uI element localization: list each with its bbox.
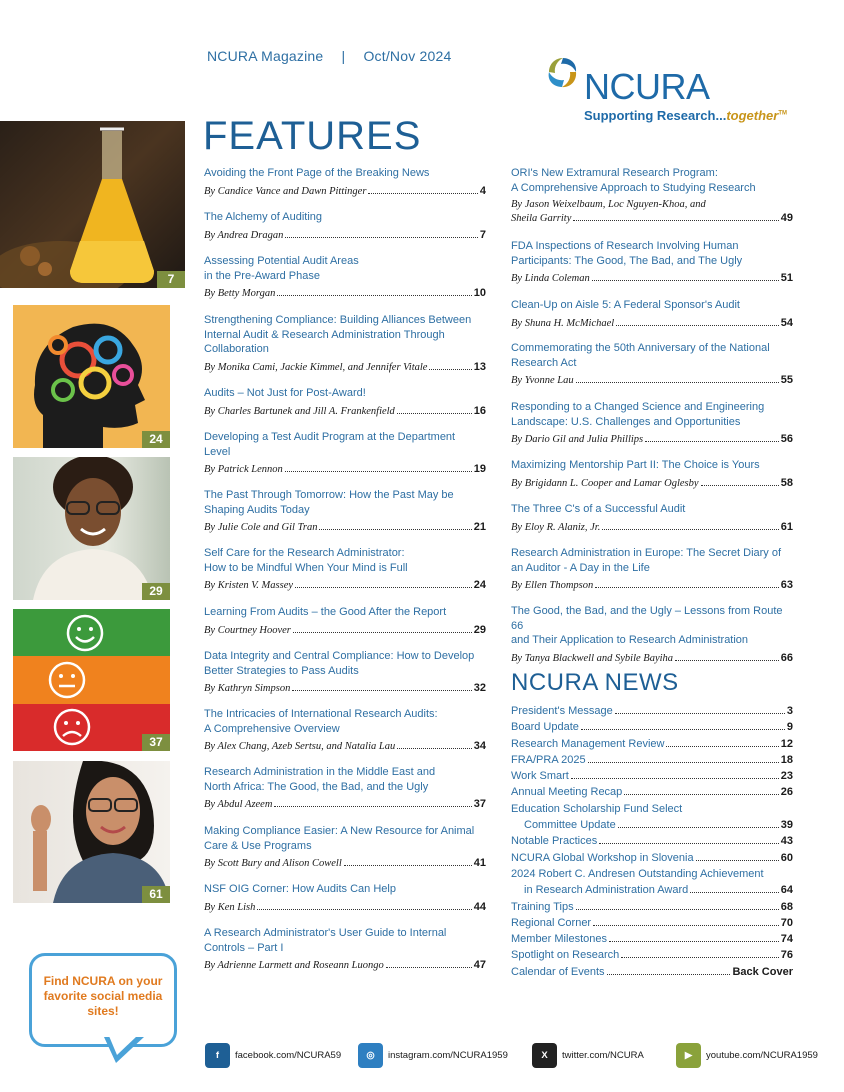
features-heading: FEATURES (203, 114, 422, 158)
page-number: 63 (780, 579, 793, 591)
logo-wordmark: NCURA (584, 66, 710, 107)
news-item[interactable]: Research Management Review 12 (511, 736, 793, 752)
magazine-header (207, 48, 451, 64)
page-number: 19 (473, 463, 486, 475)
youtube-icon: ▶ (676, 1043, 701, 1068)
woman-gesture-photo (13, 761, 170, 903)
page-number: 70 (780, 916, 793, 929)
article-byline: By Kathryn Simpson 32 (204, 682, 486, 694)
news-item[interactable]: Calendar of Events Back Cover (511, 964, 793, 980)
toc-entry[interactable] (204, 254, 486, 299)
toc-entry[interactable] (204, 386, 486, 417)
page-number: 68 (780, 900, 793, 913)
news-item[interactable]: 2024 Robert C. Andresen Outstanding Achievement in Research Administration Award 64 (511, 866, 793, 899)
toc-entry[interactable] (511, 546, 793, 591)
news-item[interactable]: FRA/PRA 2025 18 (511, 752, 793, 768)
article-byline: By Charles Bartunek and Jill A. Frankenfield 16 (204, 404, 486, 417)
page-number: 76 (780, 949, 793, 962)
article-title: Learning From Audits – the Good After the Report (204, 606, 447, 618)
page-number: 18 (780, 753, 793, 766)
toc-entry[interactable] (204, 546, 486, 591)
article-title: Audits – Not Just for Post-Award! (204, 387, 366, 399)
article-byline: By Shuna H. McMichael 54 (511, 316, 793, 329)
social-promo-text: Find NCURA on your favorite social media sites! (43, 974, 163, 1018)
article-byline: By Betty Morgan 10 (204, 287, 486, 299)
news-item[interactable]: Notable Practices 43 (511, 833, 793, 849)
news-item[interactable]: Board Update 9 (511, 719, 793, 735)
page-number: 41 (473, 857, 486, 869)
page-number: 66 (780, 651, 793, 664)
issue-date: Oct/Nov 2024 (363, 48, 452, 64)
page-number: 23 (780, 770, 793, 783)
magazine-name: NCURA Magazine (207, 48, 324, 64)
article-byline: By Abdul Azeem 37 (204, 798, 486, 810)
article-title: The Three C's of a Successful Audit (511, 503, 686, 515)
toc-entry[interactable] (204, 166, 486, 197)
page-number: 9 (786, 721, 793, 734)
toc-entry[interactable] (511, 458, 793, 489)
article-title: The Good, the Bad, and the Ugly – Lessons from Route 66 and Their Application to Research Administration (511, 605, 783, 646)
article-byline: By Linda Coleman 51 (511, 272, 793, 284)
news-item[interactable]: Training Tips 68 (511, 899, 793, 915)
smiling-woman-photo (13, 457, 170, 600)
toc-entry[interactable] (204, 649, 486, 694)
page-number: 37 (473, 798, 486, 810)
toc-entry[interactable] (204, 605, 486, 636)
logo-tagline: Supporting Research...together™ (584, 108, 787, 123)
toc-entry[interactable] (511, 166, 793, 224)
article-title: Strengthening Compliance: Building Alliances Between Internal Audit & Research Administration Through Collaboration (204, 314, 472, 355)
mood-faces-graphic (13, 609, 170, 751)
instagram-icon: ◎ (358, 1043, 383, 1068)
article-byline: By Brigidann L. Cooper and Lamar Oglesby 58 (511, 476, 793, 489)
toc-entry[interactable] (204, 707, 486, 752)
toc-entry[interactable] (204, 824, 486, 869)
page-badge: 37 (142, 734, 170, 751)
toc-entry[interactable] (511, 341, 793, 386)
instagram-url: instagram.com/NCURA1959 (388, 1050, 508, 1061)
page-number: 13 (473, 360, 486, 373)
article-title: Clean-Up on Aisle 5: A Federal Sponsor's Audit (511, 299, 740, 311)
article-title: ORI's New Extramural Research Program: A Comprehensive Approach to Studying Research (511, 167, 756, 194)
page-number: 54 (780, 316, 793, 329)
page-number: 56 (780, 433, 793, 445)
gears-head-illustration (13, 305, 170, 448)
article-byline: By Dario Gil and Julia Phillips 56 (511, 433, 793, 445)
page-number: 16 (473, 404, 486, 417)
toc-entry[interactable] (204, 313, 486, 373)
article-title: The Past Through Tomorrow: How the Past May be Shaping Audits Today (204, 489, 454, 516)
page-number: 34 (473, 740, 486, 752)
article-byline: By Yvonne Lau 55 (511, 374, 793, 386)
toc-entry[interactable] (511, 400, 793, 445)
page-number: 3 (786, 705, 793, 717)
article-title: The Intricacies of International Research Audits: A Comprehensive Overview (204, 708, 438, 735)
facebook-url: facebook.com/NCURA59 (235, 1050, 342, 1061)
news-item[interactable]: President's Message 3 (511, 703, 793, 719)
news-item[interactable]: NCURA Global Workshop in Slovenia 60 (511, 850, 793, 866)
page-number: 58 (780, 476, 793, 489)
article-title: Self Care for the Research Administrator: How to be Mindful When Your Mind is Full (204, 547, 408, 574)
youtube-url: youtube.com/NCURA1959 (706, 1050, 818, 1061)
article-title: A Research Administrator's User Guide to Internal Controls – Part I (204, 927, 447, 954)
article-byline: By Ellen Thompson 63 (511, 579, 793, 591)
ncura-news-list (511, 703, 793, 980)
article-byline: By Kristen V. Massey 24 (204, 579, 486, 591)
flask-photo (0, 121, 185, 288)
toc-entry[interactable] (204, 210, 486, 241)
page-badge: 7 (157, 271, 185, 288)
page-number: 44 (473, 900, 486, 913)
page-number: 64 (780, 884, 793, 897)
page-number: Back Cover (732, 965, 793, 978)
article-byline: By Patrick Lennon 19 (204, 463, 486, 475)
page-number: 21 (473, 521, 486, 533)
header-separator: | (341, 48, 346, 64)
facebook-link[interactable] (205, 1043, 341, 1068)
page-number: 49 (780, 212, 793, 224)
page-number: 51 (780, 272, 793, 284)
page-number: 29 (473, 623, 486, 636)
article-title: Assessing Potential Audit Areas in the Pre-Award Phase (204, 255, 359, 282)
toc-entry[interactable] (204, 488, 486, 533)
page-number: 4 (479, 184, 486, 197)
article-title: Making Compliance Easier: A New Resource for Animal Care & Use Programs (204, 825, 475, 852)
youtube-link[interactable] (676, 1043, 818, 1068)
page-number: 10 (473, 287, 486, 299)
twitter-link[interactable] (532, 1043, 644, 1068)
toc-entry[interactable] (511, 298, 793, 329)
article-byline: By Adrienne Larmett and Roseann Luongo 47 (204, 959, 486, 971)
toc-entry[interactable] (204, 926, 486, 971)
news-item[interactable]: Member Milestones 74 (511, 931, 793, 947)
article-title: Commemorating the 50th Anniversary of the National Research Act (511, 342, 770, 369)
news-item[interactable]: Annual Meeting Recap 26 (511, 784, 793, 800)
page-number: 61 (780, 520, 793, 533)
article-title: Data Integrity and Central Compliance: How to Develop Better Strategies to Pass Audits (204, 650, 475, 677)
page-number: 55 (780, 374, 793, 386)
social-promo-bubble (29, 953, 177, 1047)
toc-entry[interactable] (511, 502, 793, 533)
page-number: 43 (780, 835, 793, 848)
page-number: 12 (780, 737, 793, 750)
news-item[interactable]: Education Scholarship Fund Select Committee Update 39 (511, 801, 793, 834)
twitter-url: twitter.com/NCURA (562, 1050, 644, 1061)
facebook-icon: f (205, 1043, 230, 1068)
article-title: FDA Inspections of Research Involving Human Participants: The Good, The Bad, and The Ugly (511, 240, 743, 267)
article-byline: By Alex Chang, Azeb Sertsu, and Natalia Lau 34 (204, 740, 486, 752)
page-number: 26 (780, 786, 793, 799)
article-title: Avoiding the Front Page of the Breaking News (204, 167, 430, 179)
article-byline: Sheila Garrity 49 (511, 212, 793, 224)
article-byline: By Julie Cole and Gil Tran 21 (204, 521, 486, 533)
news-item[interactable]: Regional Corner 70 (511, 915, 793, 931)
ncura-news-heading: NCURA NEWS (511, 669, 679, 696)
article-title: Research Administration in the Middle East and North Africa: The Good, the Bad, and the Ugly (204, 766, 436, 793)
toc-entry[interactable] (204, 882, 486, 913)
instagram-link[interactable] (358, 1043, 508, 1068)
article-byline: By Candice Vance and Dawn Pittinger 4 (204, 184, 486, 197)
page-badge: 29 (142, 583, 170, 600)
page-number: 60 (780, 851, 793, 864)
page-number: 7 (479, 228, 486, 241)
page-number: 39 (780, 819, 793, 832)
article-byline: By Monika Cami, Jackie Kimmel, and Jennifer Vitale 13 (204, 360, 486, 373)
ncura-logo (543, 52, 787, 124)
article-title: NSF OIG Corner: How Audits Can Help (204, 883, 396, 895)
page-number: 24 (473, 579, 486, 591)
toc-entry[interactable] (511, 604, 793, 664)
x-twitter-icon: X (532, 1043, 557, 1068)
article-byline: By Tanya Blackwell and Sybile Bayiha 66 (511, 651, 793, 664)
article-byline: By Andrea Dragan 7 (204, 228, 486, 241)
news-item[interactable]: Work Smart 23 (511, 768, 793, 784)
page-badge: 24 (142, 431, 170, 448)
article-byline: By Scott Bury and Alison Cowell 41 (204, 857, 486, 869)
toc-entry[interactable] (204, 430, 486, 475)
page-number: 47 (473, 959, 486, 971)
article-byline: By Eloy R. Alaniz, Jr. 61 (511, 520, 793, 533)
toc-entry[interactable] (204, 765, 486, 810)
toc-entry[interactable] (511, 239, 793, 284)
ncura-emblem-icon (543, 54, 583, 94)
article-byline: By Courtney Hoover 29 (204, 623, 486, 636)
article-title: Responding to a Changed Science and Engineering Landscape: U.S. Challenges and Opportunities (511, 401, 765, 428)
article-title: Maximizing Mentorship Part II: The Choice is Yours (511, 459, 760, 471)
news-item[interactable]: Spotlight on Research 76 (511, 947, 793, 963)
article-title: Developing a Test Audit Program at the Department Level (204, 431, 456, 458)
article-title: The Alchemy of Auditing (204, 211, 323, 223)
page-number: 32 (473, 682, 486, 694)
article-byline-line1: By Jason Weixelbaum, Loc Nguyen-Khoa, and (511, 199, 706, 210)
article-title: Research Administration in Europe: The Secret Diary of an Auditor - A Day in the Life (511, 547, 782, 574)
article-byline: By Ken Lish 44 (204, 900, 486, 913)
page-number: 74 (780, 933, 793, 946)
page-badge: 61 (142, 886, 170, 903)
